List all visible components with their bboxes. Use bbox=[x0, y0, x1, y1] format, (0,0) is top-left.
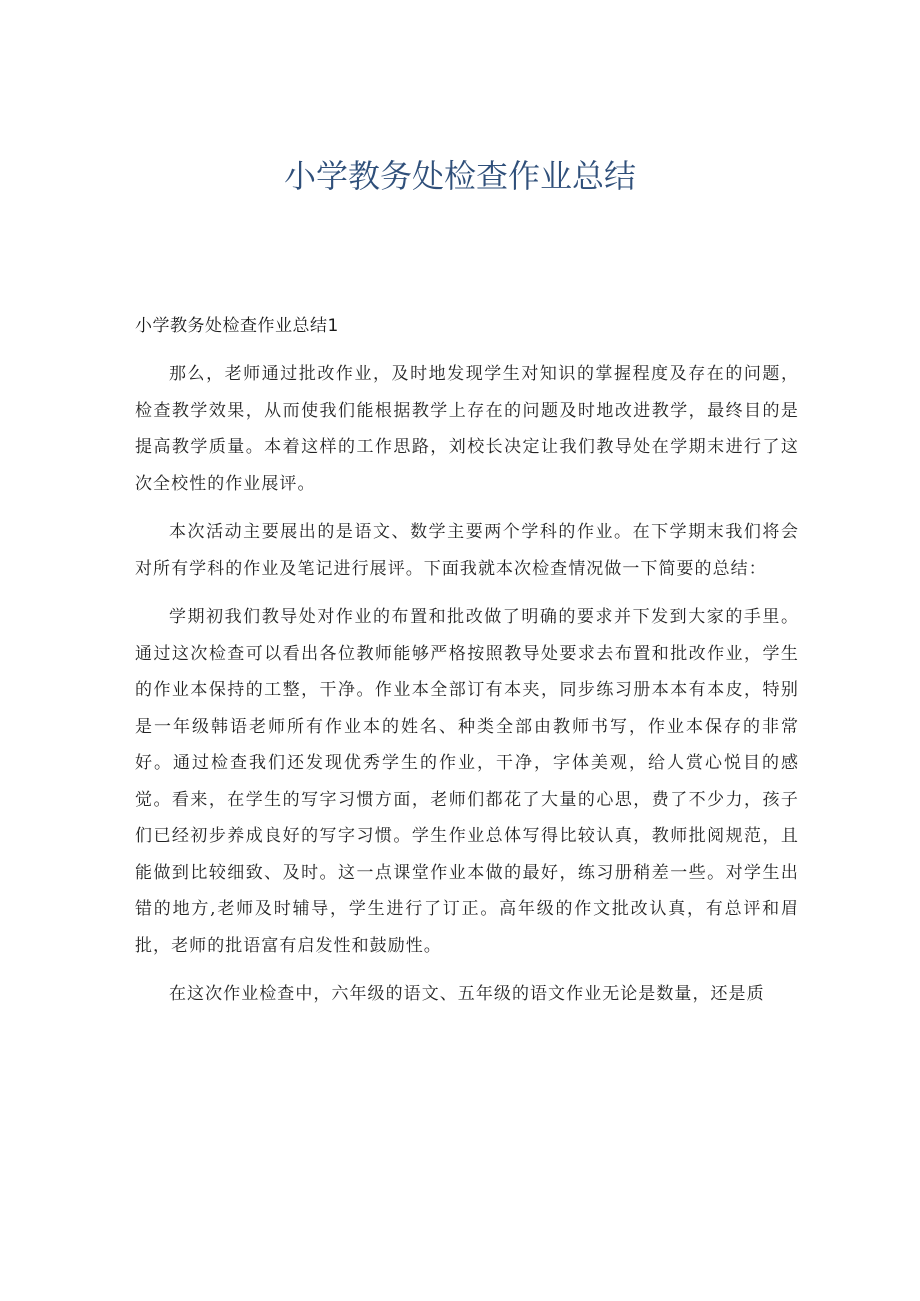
document-title: 小学教务处检查作业总结 bbox=[283, 157, 636, 195]
document-body bbox=[135, 356, 799, 1025]
paragraph-2: 本次活动主要展出的是语文、数学主要两个学科的作业。在下学期末我们将会对所有学科的作业及笔记进行展评。下面我就本次检查情况做一下简要的总结： bbox=[135, 522, 799, 579]
paragraph-1: 那么，老师通过批改作业，及时地发现学生对知识的掌握程度及存在的问题，检查教学效果，从而使我们能根据教学上存在的问题及时地改进教学，最终目的是提高教学质量。本着这样的工作思路，刘校长决定让我们教导处在学期末进行了这次全校性的作业展评。 bbox=[135, 364, 799, 494]
paragraph-3: 学期初我们教导处对作业的布置和批改做了明确的要求并下发到大家的手里。通过这次检查可以看出各位教师能够严格按照教导处要求去布置和批改作业，学生的作业本保持的工整，干净。作业本全部订有本夹，同步练习册本本有本皮，特别是一年级韩语老师所有作业本的姓名、种类全部由教师书写，作业本保存的非常好。通过检查我们还发现优秀学生的作业，干净，字体美观，给人赏心悦目的感觉。看来，在学生的写字习惯方面，老师们都花了大量的心思，费了不少力，孩子们已经初步养成良好的写字习惯。学生作业总体写得比较认真，教师批阅规范，且能做到比较细致、及时。这一点课堂作业本做的最好，练习册稍差一些。对学生出错的地方,老师及时辅导，学生进行了订正。高年级的作文批改认真，有总评和眉批，老师的批语富有启发性和鼓励性。 bbox=[135, 607, 799, 956]
paragraph-4: 在这次作业检查中，六年级的语文、五年级的语文作业无论是数量，还是质 bbox=[169, 984, 765, 1004]
section-heading: 小学教务处检查作业总结1 bbox=[135, 316, 339, 336]
